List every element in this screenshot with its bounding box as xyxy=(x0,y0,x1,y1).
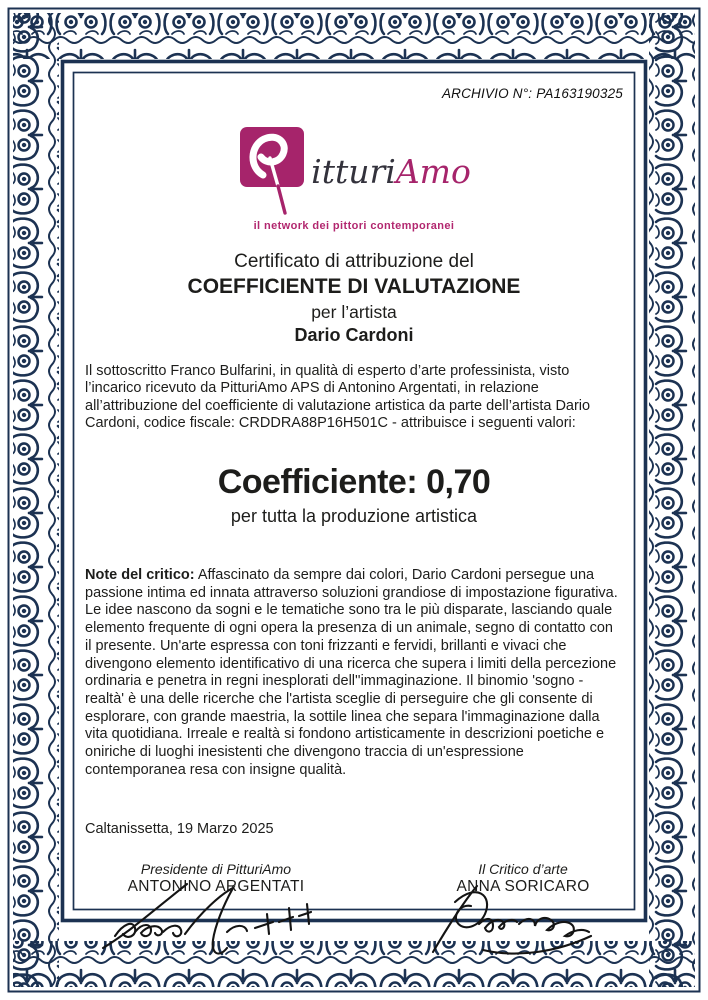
title-line-3: per l’artista xyxy=(311,302,397,323)
intro-paragraph: Il sottoscritto Franco Bulfarini, in qualità di esperto d’arte professinista, visto l’incarico ricevuto da PitturiAmo APS di Antonino Argentati, in relazione all’attribuzione del coefficiente di valutazione artistica da parte dell’artista Dario Cardoni, codice fiscale: CRDDRA88P16H501C - attribuisce i seguenti valori: xyxy=(85,362,591,432)
logo-tagline: il network dei pittori contemporanei xyxy=(253,220,455,232)
coefficient-scope: per tutta la produzione artistica xyxy=(230,505,478,526)
certificate-title xyxy=(85,250,623,347)
archive-label: ARCHIVIO N°: xyxy=(441,86,533,101)
critic-notes-label: Note del critico: xyxy=(85,566,195,583)
archive-number xyxy=(85,86,623,101)
title-line-2: COEFFICIENTE DI VALUTAZIONE xyxy=(187,275,521,299)
signature-president xyxy=(97,861,335,962)
critic-notes-text: Affascinato da sempre dai colori, Dario Cardoni persegue una passione intima ed innata attraverso soluzioni grandiose di impostazione figurativa. Le idee nascono da sogni e le tematiche sono tra le più disparate, lasciando quale elemento frequente di ogni opera la presenza di un animale, segno di contatto con il presente. Un'arte espressa con toni frizzanti e fervidi, brillanti e vivaci che divengono elemento identificativo di una ricerca che supera i limiti della percezione ordinaria e penetra in regni inesplorati dell''immaginazione. Il binomio 'sogno - realtà' è una delle ricerche che l'artista sceglie di perseguire che gli consente di esplorare, con grande maestria, la sottile linea che separa l'immaginazione dalla vita quotidiana. Irreale e realtà si fondono artisticamente in descrizioni poetiche e oniriche di luoghi inesistenti che divengono traccia di un'espressione contemporanea resa con insigne qualità. xyxy=(85,566,618,778)
coefficient-block xyxy=(85,463,623,527)
signature-critic xyxy=(425,861,621,962)
coefficient-value: Coefficiente: 0,70 xyxy=(217,462,491,501)
certificate-content xyxy=(85,74,623,910)
artist-name: Dario Cardoni xyxy=(294,324,414,345)
critic-role: Il Critico d’arte xyxy=(478,861,568,878)
place-and-date: Caltanissetta, 19 Marzo 2025 xyxy=(85,821,274,838)
president-name: ANTONINO ARGENTATI xyxy=(127,878,305,896)
logo-wordmark-suffix: Amo xyxy=(395,152,471,191)
president-role: Presidente di PitturiAmo xyxy=(140,861,292,878)
logo-wordmark xyxy=(311,152,471,191)
title-line-1: Certificato di attribuzione del xyxy=(234,251,474,272)
logo-wordmark-prefix: itturi xyxy=(311,152,396,191)
pitturiamo-logo xyxy=(85,125,623,234)
ribbon-p-icon xyxy=(237,125,309,219)
critic-name: ANNA SORICARO xyxy=(456,878,590,896)
archive-value: PA163190325 xyxy=(536,86,623,101)
critic-notes xyxy=(85,567,623,779)
signatures-row xyxy=(85,861,623,962)
